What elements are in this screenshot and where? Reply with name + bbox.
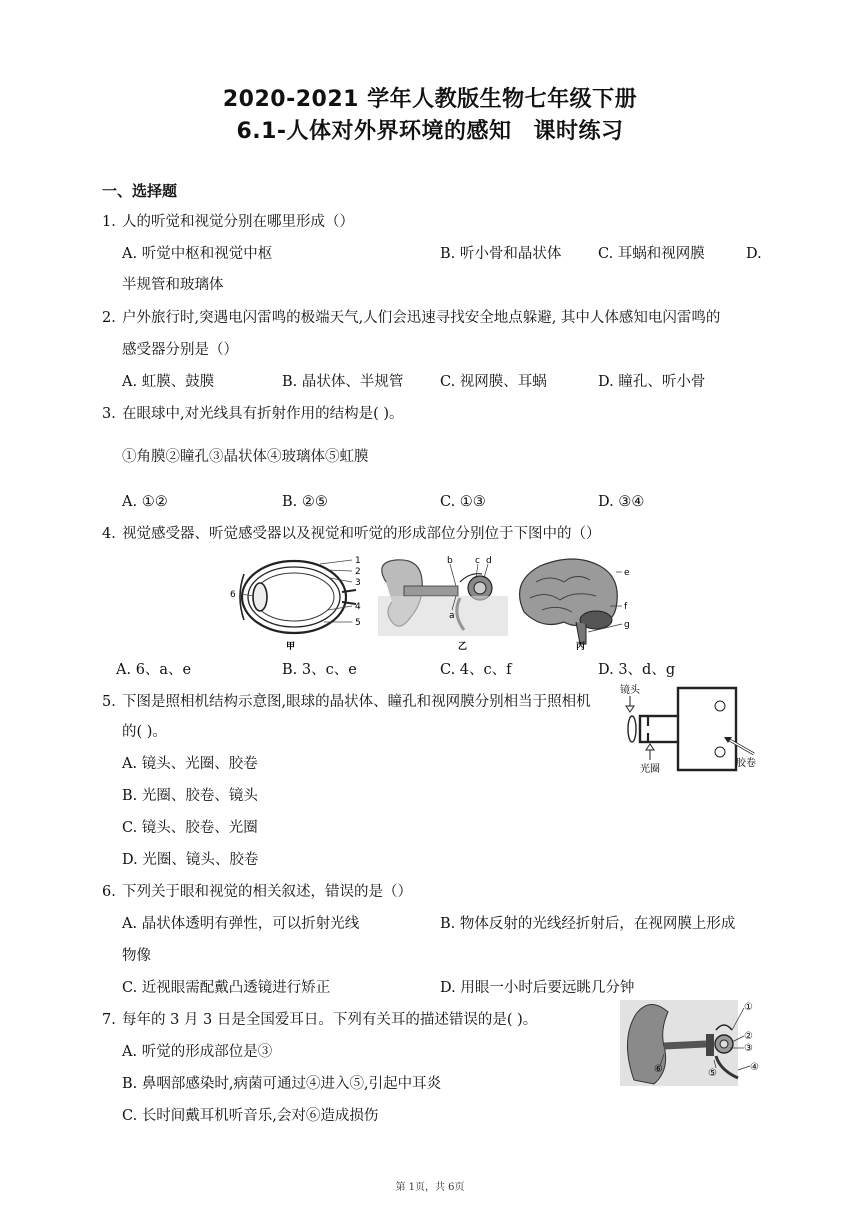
ear-label-b: b xyxy=(447,556,453,566)
question-3-option-b: B. ②⑤ xyxy=(282,494,328,510)
camera-label-film: 胶卷 xyxy=(736,758,756,769)
question-6-option-c: C. 近视眼需配戴凸透镜进行矫正 xyxy=(122,980,331,996)
question-6-option-a: A. 晶状体透明有弹性，可以折射光线 xyxy=(122,916,360,932)
question-2-option-a: A. 虹膜、鼓膜 xyxy=(122,374,215,390)
question-4-option-d: D. 3、d、g xyxy=(598,662,676,678)
ear-label-a: a xyxy=(449,611,455,621)
sense-organs-figure xyxy=(224,552,636,654)
ear-label-c: c xyxy=(475,556,480,566)
eye-diagram xyxy=(230,556,361,652)
brain-label-e: e xyxy=(624,568,630,578)
question-1-option-a: A. 听觉中枢和视觉中枢 xyxy=(122,246,273,262)
brain-label-g: g xyxy=(624,620,630,630)
ear-caption: 乙 xyxy=(458,642,468,652)
ear-mark-6: ⑥ xyxy=(654,1064,663,1075)
section-heading: 一、选择题 xyxy=(102,182,178,200)
ear-mark-1: ① xyxy=(744,1002,753,1013)
question-4-stem: 视觉感受器、听觉感受器以及视觉和听觉的形成部位分别位于下图中的（） xyxy=(122,526,601,542)
question-6-number: 6. xyxy=(102,884,116,900)
question-7-stem: 每年的 3 月 3 日是全国爱耳日。下列有关耳的描述错误的是( )。 xyxy=(122,1012,538,1028)
question-5-option-d: D. 光圈、镜头、胶卷 xyxy=(122,852,259,868)
question-2-option-c: C. 视网膜、耳蜗 xyxy=(440,374,547,390)
question-6-option-b-text: 物像 xyxy=(122,948,151,964)
eye-label-4: 4 xyxy=(355,602,361,612)
brain-diagram xyxy=(520,559,630,652)
question-6-option-b: B. 物体反射的光线经折射后，在视网膜上形成 xyxy=(440,916,736,932)
question-2-option-b: B. 晶状体、半规管 xyxy=(282,374,404,390)
question-5-option-c: C. 镜头、胶卷、光圈 xyxy=(122,820,258,836)
question-5-option-a: A. 镜头、光圈、胶卷 xyxy=(122,756,258,772)
ear-mark-4: ④ xyxy=(750,1062,759,1073)
question-3-sub: ①角膜②瞳孔③晶状体④玻璃体⑤虹膜 xyxy=(122,449,369,465)
subtitle-type: 课时练习 xyxy=(533,119,624,144)
eye-label-3: 3 xyxy=(355,578,361,588)
question-7-option-a: A. 听觉的形成部位是③ xyxy=(122,1044,273,1060)
question-7-number: 7. xyxy=(102,1012,116,1028)
question-3-option-d: D. ③④ xyxy=(598,494,645,510)
question-2-number: 2. xyxy=(102,310,116,326)
question-3-stem: 在眼球中,对光线具有折射作用的结构是( )。 xyxy=(122,406,404,422)
question-1-option-d: D. xyxy=(746,246,762,262)
question-6-option-d: D. 用眼一小时后要远眺几分钟 xyxy=(440,980,635,996)
question-5-number: 5. xyxy=(102,694,116,710)
question-3-option-c: C. ①③ xyxy=(440,494,486,510)
question-1-option-b: B. 听小骨和晶状体 xyxy=(440,246,562,262)
question-3-option-a: A. ①② xyxy=(122,494,168,510)
question-1-stem: 人的听觉和视觉分别在哪里形成（） xyxy=(122,214,354,230)
camera-label-lens: 镜头 xyxy=(620,685,640,696)
question-2-stem-cont: 感受器分别是（） xyxy=(122,342,238,358)
question-7-option-c: C. 长时间戴耳机听音乐,会对⑥造成损伤 xyxy=(122,1108,379,1124)
brain-label-f: f xyxy=(624,602,628,612)
question-2-option-d: D. 瞳孔、听小骨 xyxy=(598,374,706,390)
eye-label-5: 5 xyxy=(355,618,361,628)
question-5-stem: 下图是照相机结构示意图,眼球的晶状体、瞳孔和视网膜分别相当于照相机 xyxy=(122,694,591,710)
question-4-option-c: C. 4、c、f xyxy=(440,662,512,678)
camera-figure xyxy=(612,682,792,776)
eye-label-2: 2 xyxy=(355,567,361,577)
question-5-stem-cont: 的( )。 xyxy=(122,724,167,740)
ear-structure-figure xyxy=(620,1000,770,1086)
ear-mark-3: ③ xyxy=(744,1043,753,1054)
subtitle-lesson: 6.1-人体对外界环境的感知 xyxy=(236,119,512,144)
eye-label-6: 6 xyxy=(230,590,236,600)
question-5-option-b: B. 光圈、胶卷、镜头 xyxy=(122,788,258,804)
page-subtitle xyxy=(0,114,860,145)
question-1-option-d-text: 半规管和玻璃体 xyxy=(122,277,224,293)
ear-label-d: d xyxy=(486,556,492,566)
eye-label-1: 1 xyxy=(355,556,361,566)
question-4-option-b: B. 3、c、e xyxy=(282,662,357,678)
question-1-number: 1. xyxy=(102,214,116,230)
question-4-number: 4. xyxy=(102,526,116,542)
question-2-stem: 户外旅行时,突遇电闪雷鸣的极端天气,人们会迅速寻找安全地点躲避, 其中人体感知电闪雷鸣的 xyxy=(122,310,721,326)
question-7-option-b: B. 鼻咽部感染时,病菌可通过④进入⑤,引起中耳炎 xyxy=(122,1076,442,1092)
ear-mark-5: ⑤ xyxy=(708,1068,717,1079)
question-6-stem: 下列关于眼和视觉的相关叙述，错误的是（） xyxy=(122,884,412,900)
eye-caption: 甲 xyxy=(286,642,296,652)
ear-mark-2: ② xyxy=(744,1031,753,1042)
question-3-number: 3. xyxy=(102,406,116,422)
camera-label-aperture: 光圈 xyxy=(640,764,660,775)
page-title: 2020-2021 学年人教版生物七年级下册 xyxy=(222,87,638,112)
brain-caption: 丙 xyxy=(576,642,586,652)
page-footer: 第 1页，共 6页 xyxy=(395,1182,465,1193)
question-1-option-c: C. 耳蜗和视网膜 xyxy=(598,246,705,262)
question-4-option-a: A. 6、a、e xyxy=(116,662,192,678)
ear-diagram xyxy=(378,556,508,652)
